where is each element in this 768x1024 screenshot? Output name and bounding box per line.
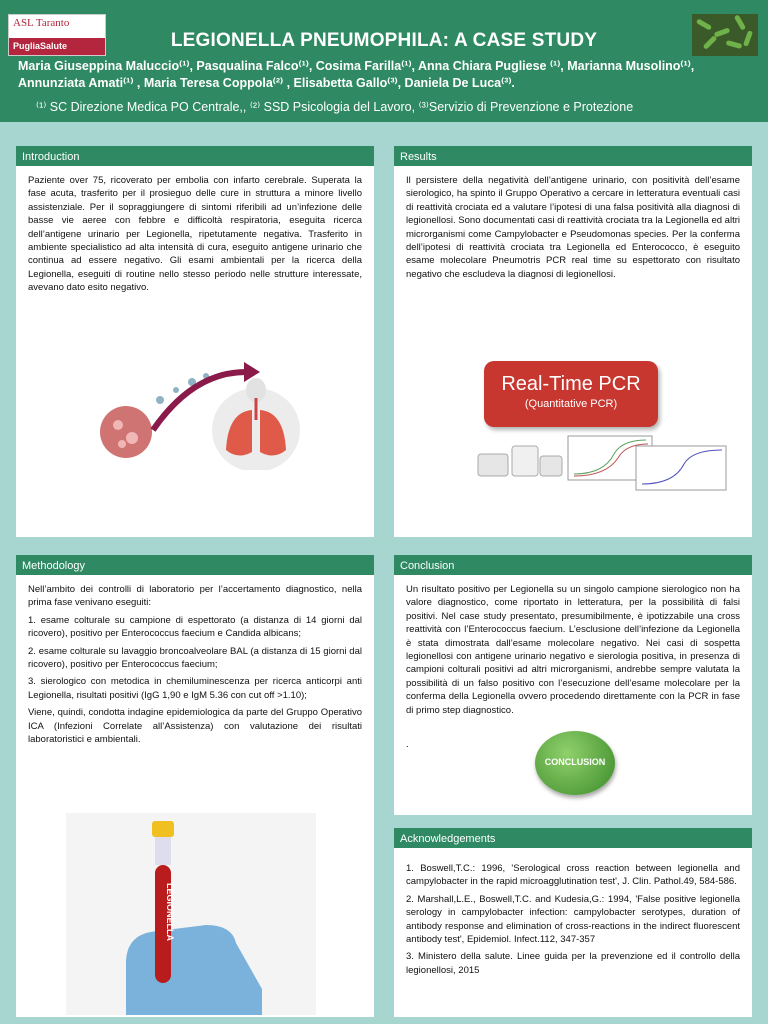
results-title: Results: [394, 146, 752, 166]
results-panel: [394, 146, 752, 537]
methodology-item: Viene, quindi, condotta indagine epidemiologica da parte del Gruppo Operativo ICA (Infezioni Correlate all’Assistenza) con valutazione dei risultati laboratoristici e ambientali.: [28, 707, 362, 746]
introduction-text: Paziente over 75, ricoverato per embolia con infarto cerebrale. Superata la fase acuta, trasferito per il prosieguo delle cure in struttura a minore livello assistenziale. Per il sopraggiungere di sintomi riferibili ad un’infezione delle basse vie aeree con febbre e difficoltà respiratoria, eseguita ricerca dell’antigene urinario per Legionella, ripetutamente negativa. Trasferito in ambiente specialistico ad alta intensità di cura, eseguito antigene urinario che continua ad essere negativo. Gli esami ambientali per la ricerca della Legionella, eseguiti di routine nello stesso periodo nelle strutture interessate, avevano dato esito negativo.: [28, 175, 362, 294]
methodology-item: 2. esame colturale su lavaggio broncoalveolare BAL (a distanza di 15 giorni dal ricovero), positivo per Enterococcus faecium;: [28, 645, 362, 671]
tube-cap: [152, 821, 174, 837]
pcr-subtitle: (Quantitative PCR): [524, 398, 618, 410]
pcr-title: Real-Time PCR: [501, 373, 641, 395]
acknowledgements-panel: [394, 828, 752, 1017]
conclusion-dot: .: [406, 739, 409, 750]
methodology-text: [28, 583, 362, 750]
methodology-panel: [16, 555, 374, 1017]
references-list: [406, 862, 740, 981]
acknowledgements-title: Acknowledgements: [394, 828, 752, 848]
methodology-item: 3. sierologico con metodica in chemiluminescenza per ricerca anticorpi anti Legionella, risultati positivi (IgG 1,90 e IgM 5.36 con cut off >1.10);: [28, 676, 362, 701]
conclusion-text: Un risultato positivo per Legionella su un singolo campione sierologico non ha valore diagnostico, come riportato in letteratura, per la possibilità di falsi positivi. Nel case study presentato, presumibilmente, è ipotizzabile una cross reattività con l’Enterococcus faecium. L’esclusione dell’infezione da Legionella è stata dimostrata dall’esame molecolare negativo. Nei casi di sospetta legionellosi con antigene urinario negativo e sierologia positiva, in presenza di campioni colturali positivi ad altri microrganismi, andrebbe sempre valutata la possibilità di un falso positivo con l’esecuzione dell’esame molecolare per la conferma della Legionella ovvero procedendo direttamente con la PCR in fase di primo step diagnostico.: [406, 584, 740, 716]
poster-title: LEGIONELLA PNEUMOPHILA: A CASE STUDY: [170, 30, 598, 51]
authors-line-1: Maria Giuseppina Maluccio⁽¹⁾, Pasqualina Falco⁽¹⁾, Cosima Farilla⁽¹⁾, Anna Chiara Pugliese ⁽¹⁾, Marianna Musolino⁽¹⁾,: [18, 59, 695, 73]
pcr-banner: [484, 361, 658, 427]
results-text: Il persistere della negatività dell’antigene urinario, con positività dell’esame sierologico, ha spinto il Gruppo Operativo a cercare in letteratura eventuali casi di reattività crociata ed a valutare l’ipotesi di una falsa positività alla diagnosi di legionellosi. Sono documentati casi di reattività crociata tra la Legionella ed altri microrganismi come Campylobacter e Pseudomonas species. Per la conferma dell’ipotesi di reattività crociata tra Legionella ed Enterococco, è eseguito esame molecolare Pneumotris PCR real time su espettorato con risultato negativo che escludeva la diagnosi di legionellosi.: [406, 175, 740, 280]
tube-label: LEGIONELLA: [165, 883, 175, 941]
cell-cluster-icon: [100, 406, 152, 458]
authors: [18, 58, 758, 92]
logo-top-text: ASL Taranto: [13, 17, 70, 29]
test-tube-illustration: [66, 813, 316, 1015]
introduction-title: Introduction: [16, 146, 374, 166]
lungs-illustration: [98, 360, 302, 470]
reference-item: 1. Boswell,T.C.: 1996, 'Serological cross reaction between legionella and campylobacter in the rapid microagglutination test', J. Clin. Pathol.49, 584-586.: [406, 863, 740, 888]
pcr-instruments-image: [474, 434, 730, 492]
authors-line-2: Annunziata Amati⁽¹⁾ , Maria Teresa Coppola⁽²⁾ , Elisabetta Gallo⁽³⁾, Daniela De Luca⁽³⁾.: [18, 76, 515, 90]
conclusion-badge: CONCLUSION: [535, 731, 615, 795]
poster-header: [0, 0, 768, 122]
logo-bottom-text: PugliaSalute: [9, 38, 105, 55]
reference-item: 2. Marshall,L.E., Boswell,T.C. and Kudesia,G.: 1994, 'False positive legionella serology in campylobacter infection: campylobacter serotypes, duration of antibody response and elimination of cross-reactions in the indirect fluorescent antibody test', Epidemiol. Infect.112, 347-357: [406, 893, 740, 946]
introduction-panel: [16, 146, 374, 537]
methodology-item: 1. esame colturale su campione di espettorato (a distanza di 14 giorni dal ricovero), positivo per Enterococcus faecium e Candida albicans;: [28, 614, 362, 640]
methodology-item: Nell’ambito dei controlli di laboratorio per l’accertamento diagnostico, nella prima fase venivano eseguiti:: [28, 584, 362, 609]
conclusion-title: Conclusion: [394, 555, 752, 575]
conclusion-panel: [394, 555, 752, 815]
reference-item: 3. Ministero della salute. Linee guida per la prevenzione ed il controllo della legionellosi, 2015: [406, 951, 740, 976]
affiliations: ⁽¹⁾ SC Direzione Medica PO Centrale,, ⁽²⁾ SSD Psicologia del Lavoro, ⁽³⁾Servizio di Prevenzione e Protezione: [36, 100, 634, 114]
methodology-title: Methodology: [16, 555, 374, 575]
